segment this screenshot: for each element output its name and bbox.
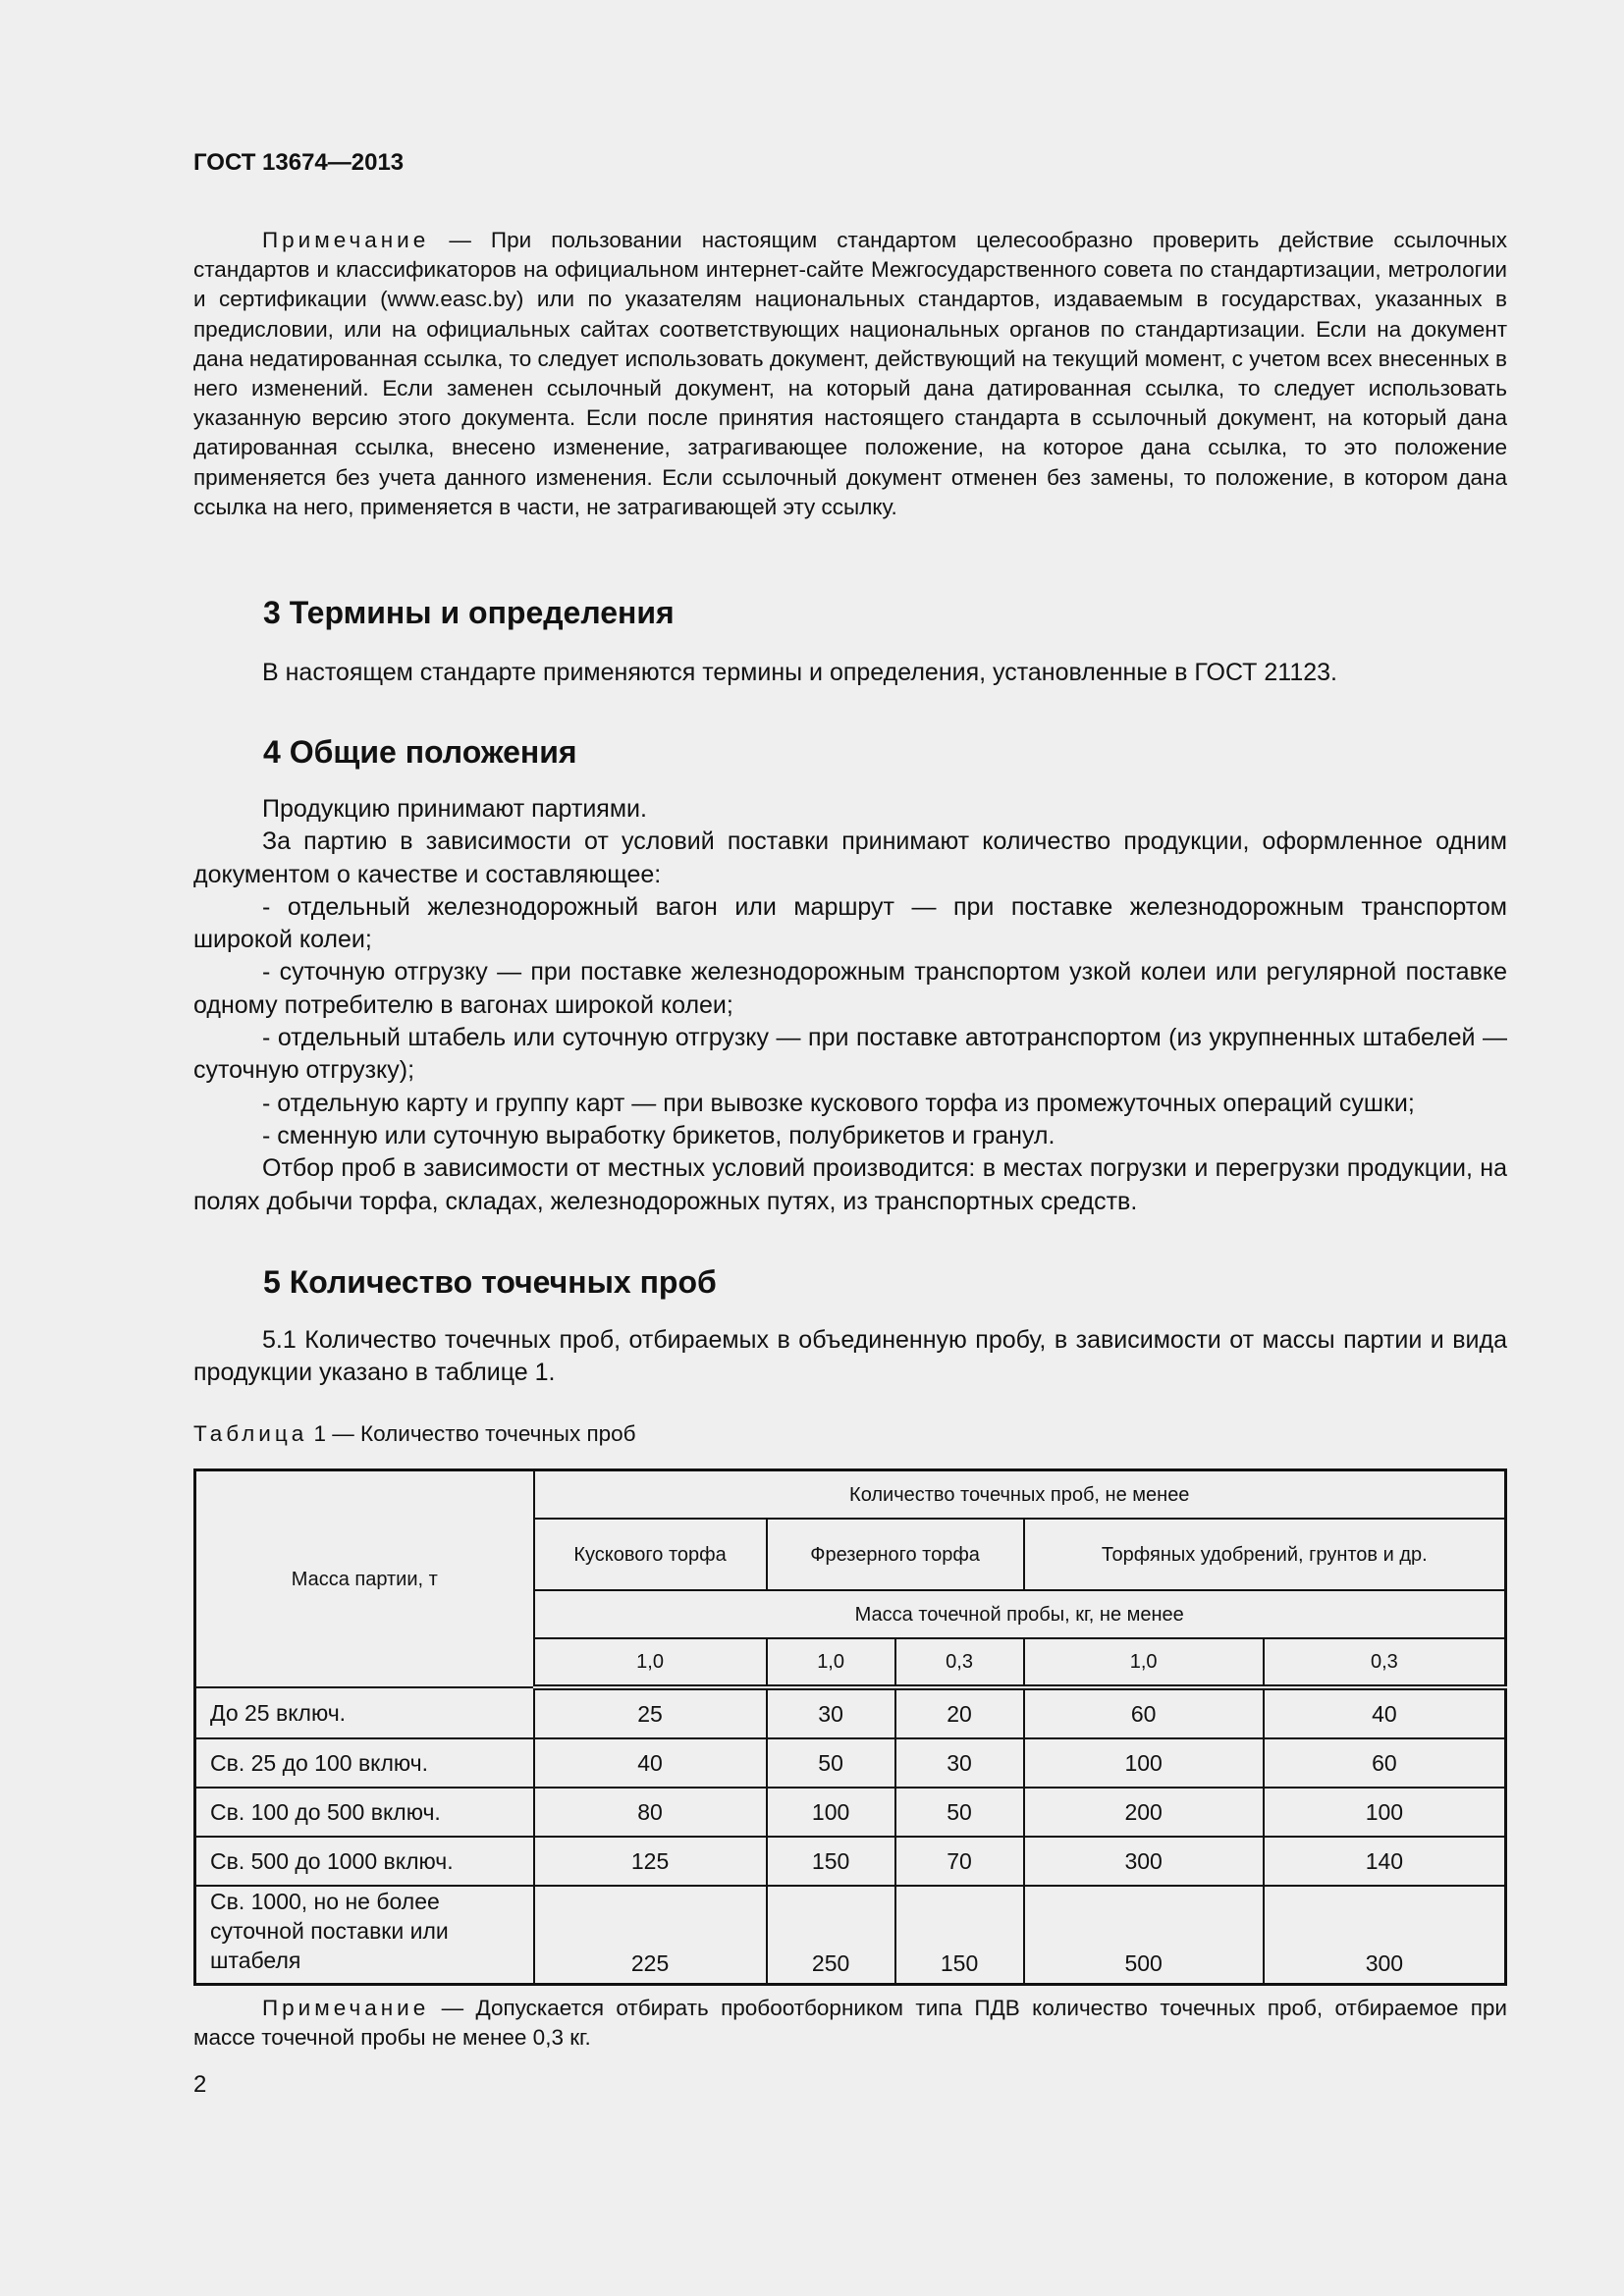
section-3-body — [193, 657, 1507, 689]
sample-mass-header: Масса точечной пробы, кг, не менее — [534, 1590, 1506, 1638]
table-row — [195, 1687, 1506, 1738]
cell: 225 — [534, 1886, 767, 1985]
row-label: Св. 25 до 100 включ. — [195, 1738, 534, 1788]
section-5-body — [193, 1324, 1507, 1390]
cell: 150 — [767, 1837, 895, 1886]
sample-mass: 1,0 — [1024, 1638, 1264, 1687]
section-5-title: 5 Количество точечных проб — [263, 1264, 717, 1300]
cell: 40 — [534, 1738, 767, 1788]
paragraph: Продукцию принимают партиями. — [262, 795, 647, 823]
section-3-title: 3 Термины и определения — [263, 595, 675, 630]
cell: 500 — [1024, 1886, 1264, 1985]
cell: 80 — [534, 1788, 767, 1837]
list-item: - суточную отгрузку — при поставке железнодорожным транспортом узкой колеи или регулярной поставке одному потребителю в вагонах широкой колеи; — [193, 958, 1507, 1019]
sample-mass: 1,0 — [534, 1638, 767, 1687]
type-header: Торфяных удобрений, грунтов и др. — [1024, 1519, 1506, 1590]
cell: 100 — [1024, 1738, 1264, 1788]
paragraph: В настоящем стандарте применяются термины и определения, установленные в ГОСТ 21123. — [262, 659, 1338, 686]
row-label: До 25 включ. — [195, 1687, 534, 1738]
group-header: Количество точечных проб, не менее — [534, 1470, 1506, 1520]
note-text: — Допускается отбирать пробоотборником типа ПДВ количество точечных проб, отбираемое при массе точечной пробы не менее 0,3 кг. — [193, 1996, 1507, 2051]
table-row — [195, 1837, 1506, 1886]
table-row — [195, 1886, 1506, 1985]
cell: 125 — [534, 1837, 767, 1886]
section-4-body — [193, 793, 1507, 1218]
caption-label: Таблица — [193, 1421, 308, 1446]
reference-note — [193, 226, 1507, 522]
type-header: Кускового торфа — [534, 1519, 767, 1590]
cell: 150 — [895, 1886, 1024, 1985]
section-4-title: 4 Общие положения — [263, 734, 577, 770]
sample-mass: 0,3 — [895, 1638, 1024, 1687]
cell: 140 — [1264, 1837, 1506, 1886]
cell: 25 — [534, 1687, 767, 1738]
cell: 200 — [1024, 1788, 1264, 1837]
paragraph: 5.1 Количество точечных проб, отбираемых в объединенную пробу, в зависимости от массы партии и вида продукции указано в таблице 1. — [193, 1326, 1507, 1387]
table-row — [195, 1738, 1506, 1788]
page-number: 2 — [193, 2071, 207, 2098]
cell: 60 — [1024, 1687, 1264, 1738]
cell: 40 — [1264, 1687, 1506, 1738]
sample-mass: 0,3 — [1264, 1638, 1506, 1687]
cell: 50 — [895, 1788, 1024, 1837]
row-label: Св. 100 до 500 включ. — [195, 1788, 534, 1837]
table-caption — [193, 1421, 636, 1447]
paragraph: За партию в зависимости от условий поставки принимают количество продукции, оформленное одним документом о качестве и составляющее: — [193, 828, 1507, 888]
table-note — [193, 1994, 1507, 2053]
sample-mass: 1,0 — [767, 1638, 895, 1687]
cell: 300 — [1024, 1837, 1264, 1886]
type-header: Фрезерного торфа — [767, 1519, 1024, 1590]
cell: 100 — [767, 1788, 895, 1837]
note-label: Примечание — [262, 228, 430, 252]
table-row — [195, 1788, 1506, 1837]
paragraph: Отбор проб в зависимости от местных условий производится: в местах погрузки и перегрузки продукции, на полях добычи торфа, складах, железнодорожных путях, из транспортных средств. — [193, 1154, 1507, 1215]
cell: 30 — [895, 1738, 1024, 1788]
samples-table — [193, 1468, 1507, 1986]
cell: 100 — [1264, 1788, 1506, 1837]
note-label: Примечание — [262, 1996, 430, 2020]
list-item: - отдельный штабель или суточную отгрузку — при поставке автотранспортом (из укрупненных штабелей — суточную отгрузку); — [193, 1024, 1507, 1085]
row-label: Св. 1000, но не более суточной поставки или штабеля — [195, 1886, 534, 1985]
cell: 300 — [1264, 1886, 1506, 1985]
cell: 20 — [895, 1687, 1024, 1738]
list-item: - отдельный железнодорожный вагон или маршрут — при поставке железнодорожным транспортом широкой колеи; — [193, 892, 1507, 954]
col-header-mass: Масса партии, т — [195, 1470, 534, 1688]
cell: 30 — [767, 1687, 895, 1738]
note-text: — При пользовании настоящим стандартом целесообразно проверить действие ссылочных стандартов и классификаторов на официальном интернет-сайте Межгосударственного совета по стандартизации, метрологии и сертификации (www.easc.by) или по указателям национальных стандартов, издаваемым в государствах, указанных в предисловии, или на официальных сайтах соответствующих национальных органов по стандартизации. Если на документ дана недатированная ссылка, то следует использовать документ, действующий на текущий момент, с учетом всех внесенных в него изменений. Если заменен ссылочный документ, на который дана датированная ссылка, то следует использовать указанную версию этого документа. Если после принятия настоящего стандарта в ссылочный документ, на который дана датированная ссылка, внесено изменение, затрагивающее положение, на которое дана ссылка, то это положение применяется без учета данного изменения. Если ссылочный документ отменен без замены, то положение, в котором дана ссылка на него, применяется в части, не затрагивающей эту ссылку. — [193, 228, 1507, 519]
list-item: - сменную или суточную выработку брикетов, полубрикетов и гранул. — [262, 1121, 1056, 1149]
cell: 70 — [895, 1837, 1024, 1886]
caption-text: 1 — Количество точечных проб — [307, 1421, 636, 1446]
row-label: Св. 500 до 1000 включ. — [195, 1837, 534, 1886]
document-header: ГОСТ 13674—2013 — [193, 149, 405, 176]
cell: 250 — [767, 1886, 895, 1985]
cell: 60 — [1264, 1738, 1506, 1788]
list-item: - отдельную карту и группу карт — при вывозке кускового торфа из промежуточных операций сушки; — [262, 1089, 1415, 1117]
cell: 50 — [767, 1738, 895, 1788]
